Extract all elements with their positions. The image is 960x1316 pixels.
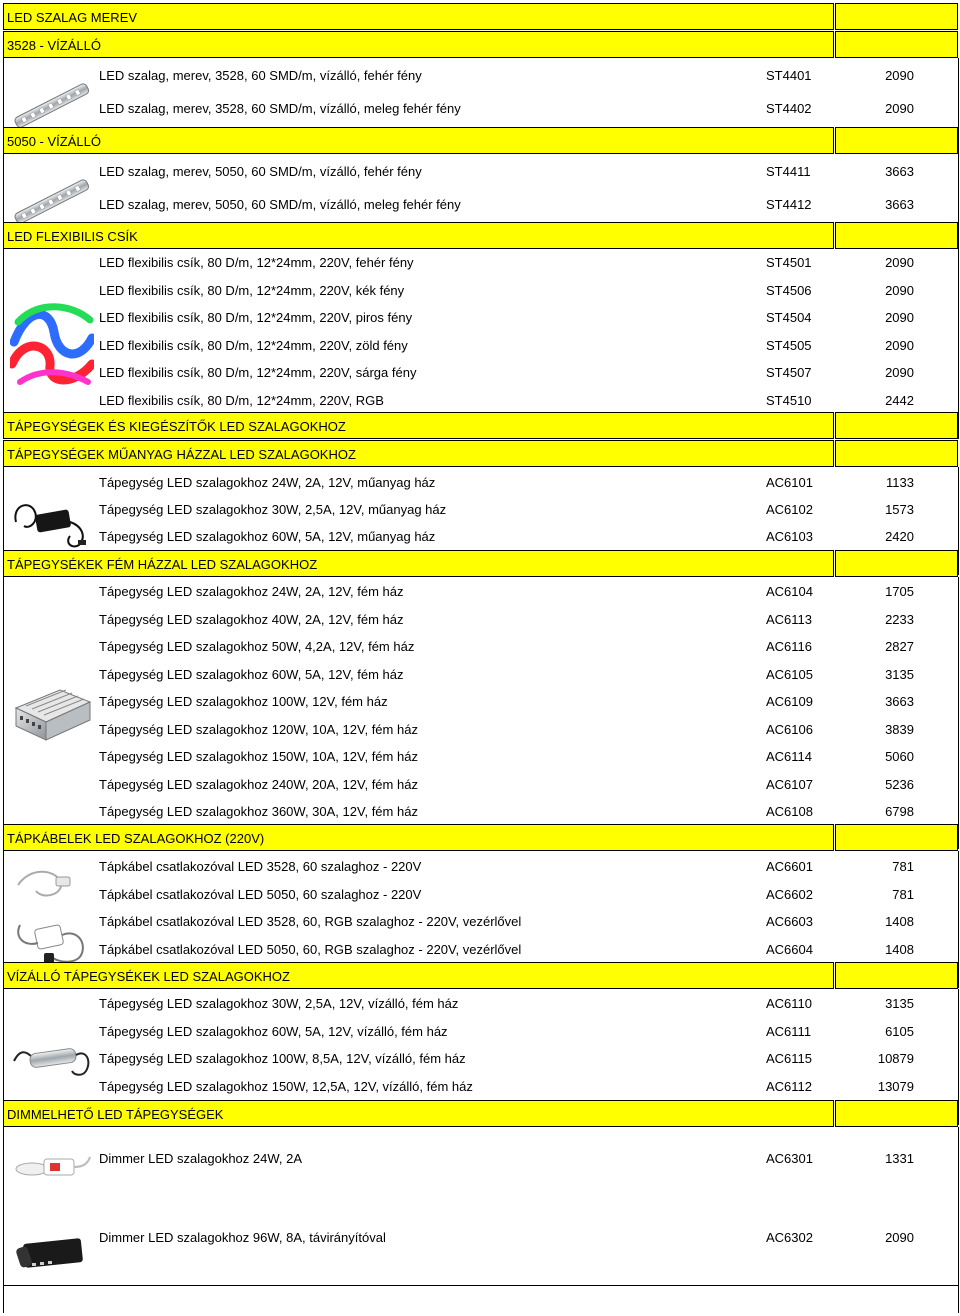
product-code: AC6112 bbox=[766, 1079, 813, 1094]
product-row bbox=[4, 363, 958, 383]
product-price: 781 bbox=[892, 859, 914, 874]
product-row bbox=[4, 99, 958, 119]
section-header-cell bbox=[3, 962, 834, 989]
section-title: LED FLEXIBILIS CSÍK bbox=[7, 229, 138, 244]
product-description: Tápkábel csatlakozóval LED 3528, 60 szalaghoz - 220V bbox=[99, 859, 422, 874]
product-description: Tápegység LED szalagokhoz 240W, 20A, 12V, fém ház bbox=[99, 777, 418, 792]
product-description: LED szalag, merev, 3528, 60 SMD/m, vízálló, meleg fehér fény bbox=[99, 101, 461, 116]
section-header-empty-cell bbox=[835, 550, 958, 577]
product-code: AC6113 bbox=[766, 612, 813, 627]
product-description: Tápegység LED szalagokhoz 150W, 10A, 12V, fém ház bbox=[99, 749, 418, 764]
product-price: 3135 bbox=[885, 996, 914, 1011]
product-price: 10879 bbox=[877, 1051, 914, 1066]
product-code: AC6116 bbox=[766, 639, 813, 654]
product-price: 5060 bbox=[885, 749, 914, 764]
product-description: Tápegység LED szalagokhoz 24W, 2A, 12V, fém ház bbox=[99, 584, 404, 599]
product-row bbox=[4, 1049, 958, 1069]
product-code: ST4401 bbox=[766, 68, 812, 83]
product-description: LED szalag, merev, 3528, 60 SMD/m, vízálló, fehér fény bbox=[99, 68, 422, 83]
product-description: LED flexibilis csík, 80 D/m, 12*24mm, 220V, sárga fény bbox=[99, 365, 417, 380]
product-description: Tápkábel csatlakozóval LED 3528, 60, RGB szalaghoz - 220V, vezérlővel bbox=[99, 914, 522, 929]
product-price: 3839 bbox=[885, 722, 914, 737]
product-price: 2090 bbox=[885, 365, 914, 380]
section-title: TÁPKÁBELEK LED SZALAGOKHOZ (220V) bbox=[7, 831, 265, 846]
product-description: LED flexibilis csík, 80 D/m, 12*24mm, 220V, piros fény bbox=[99, 310, 413, 325]
product-price: 3663 bbox=[885, 164, 914, 179]
product-code: ST4510 bbox=[766, 393, 812, 408]
section-title: TÁPEGYSÉGEK ÉS KIEGÉSZÍTŐK LED SZALAGOKHOZ bbox=[7, 419, 346, 434]
product-price: 2090 bbox=[885, 283, 914, 298]
product-row bbox=[4, 308, 958, 328]
product-row bbox=[4, 775, 958, 795]
section-header-empty-cell bbox=[835, 1100, 958, 1127]
product-code: AC6115 bbox=[766, 1051, 813, 1066]
section-header-empty-cell bbox=[835, 127, 958, 154]
section-header-cell bbox=[3, 3, 834, 30]
product-price: 2442 bbox=[885, 393, 914, 408]
product-description: LED flexibilis csík, 80 D/m, 12*24mm, 220V, fehér fény bbox=[99, 255, 414, 270]
section-header-empty-cell bbox=[835, 412, 958, 439]
product-price: 2233 bbox=[885, 612, 914, 627]
section-title: LED SZALAG MEREV bbox=[7, 10, 138, 25]
section-title: VÍZÁLLÓ TÁPEGYSÉKEK LED SZALAGOKHOZ bbox=[7, 969, 290, 984]
product-description: LED flexibilis csík, 80 D/m, 12*24mm, 220V, RGB bbox=[99, 393, 384, 408]
product-description: Tápegység LED szalagokhoz 100W, 8,5A, 12V, vízálló, fém ház bbox=[99, 1051, 466, 1066]
product-row bbox=[4, 610, 958, 630]
product-code: AC6107 bbox=[766, 777, 813, 792]
product-description: Tápegység LED szalagokhoz 60W, 5A, 12V, műanyag ház bbox=[99, 529, 436, 544]
product-price: 1408 bbox=[885, 914, 914, 929]
product-price: 3663 bbox=[885, 197, 914, 212]
product-row bbox=[4, 336, 958, 356]
product-row bbox=[4, 665, 958, 685]
section-header-empty-cell bbox=[835, 31, 958, 58]
product-code: AC6601 bbox=[766, 859, 813, 874]
product-code: AC6103 bbox=[766, 529, 813, 544]
product-row bbox=[4, 162, 958, 182]
product-code: AC6301 bbox=[766, 1151, 813, 1166]
section-title: DIMMELHETŐ LED TÁPEGYSÉGEK bbox=[7, 1107, 224, 1122]
product-price: 1705 bbox=[885, 584, 914, 599]
product-description: LED flexibilis csík, 80 D/m, 12*24mm, 220V, kék fény bbox=[99, 283, 405, 298]
section-header-empty-cell bbox=[835, 3, 958, 30]
product-row bbox=[4, 1149, 958, 1169]
product-row bbox=[4, 885, 958, 905]
product-group bbox=[3, 577, 959, 849]
section-header-cell bbox=[3, 31, 834, 58]
product-code: AC6101 bbox=[766, 475, 813, 490]
product-row bbox=[4, 802, 958, 822]
product-row bbox=[4, 637, 958, 657]
product-row bbox=[4, 940, 958, 960]
product-price: 6798 bbox=[885, 804, 914, 819]
section-header-cell bbox=[3, 550, 834, 577]
product-description: Tápegység LED szalagokhoz 120W, 10A, 12V, fém ház bbox=[99, 722, 418, 737]
product-description: Tápegység LED szalagokhoz 30W, 2,5A, 12V, műanyag ház bbox=[99, 502, 447, 517]
product-code: AC6104 bbox=[766, 584, 813, 599]
product-price: 5236 bbox=[885, 777, 914, 792]
product-row bbox=[4, 500, 958, 520]
table-bottom-border bbox=[3, 1285, 959, 1286]
product-code: ST4504 bbox=[766, 310, 812, 325]
product-description: Tápkábel csatlakozóval LED 5050, 60 szalaghoz - 220V bbox=[99, 887, 422, 902]
product-price: 2420 bbox=[885, 529, 914, 544]
product-code: ST4507 bbox=[766, 365, 812, 380]
section-header-cell bbox=[3, 440, 834, 467]
product-code: ST4411 bbox=[766, 164, 811, 179]
product-code: AC6114 bbox=[766, 749, 813, 764]
section-title: 3528 - VÍZÁLLÓ bbox=[7, 38, 101, 53]
product-code: ST4505 bbox=[766, 338, 812, 353]
product-description: Tápegység LED szalagokhoz 100W, 12V, fém ház bbox=[99, 694, 388, 709]
product-row bbox=[4, 1077, 958, 1097]
product-row bbox=[4, 473, 958, 493]
product-price: 2090 bbox=[885, 101, 914, 116]
product-description: Tápegység LED szalagokhoz 150W, 12,5A, 12V, vízálló, fém ház bbox=[99, 1079, 473, 1094]
product-row bbox=[4, 281, 958, 301]
product-price: 1331 bbox=[885, 1151, 914, 1166]
product-description: Tápegység LED szalagokhoz 60W, 5A, 12V, fém ház bbox=[99, 667, 404, 682]
product-code: ST4506 bbox=[766, 283, 812, 298]
product-description: Tápegység LED szalagokhoz 30W, 2,5A, 12V, vízálló, fém ház bbox=[99, 996, 459, 1011]
product-code: AC6102 bbox=[766, 502, 813, 517]
section-header-cell bbox=[3, 1100, 834, 1127]
product-description: Dimmer LED szalagokhoz 24W, 2A bbox=[99, 1151, 303, 1166]
product-row bbox=[4, 253, 958, 273]
product-price: 2090 bbox=[885, 255, 914, 270]
metal-psu-image bbox=[10, 678, 94, 753]
product-description: LED szalag, merev, 5050, 60 SMD/m, vízálló, meleg fehér fény bbox=[99, 197, 461, 212]
product-group bbox=[3, 249, 959, 439]
product-code: AC6106 bbox=[766, 722, 813, 737]
product-code: AC6111 bbox=[766, 1024, 812, 1039]
section-header-cell bbox=[3, 824, 834, 851]
product-price: 1573 bbox=[885, 502, 914, 517]
section-header-empty-cell bbox=[835, 222, 958, 249]
product-code: ST4412 bbox=[766, 197, 812, 212]
product-row bbox=[4, 692, 958, 712]
product-price: 1408 bbox=[885, 942, 914, 957]
section-header-empty-cell bbox=[835, 962, 958, 989]
product-code: AC6604 bbox=[766, 942, 813, 957]
product-price: 781 bbox=[892, 887, 914, 902]
product-row bbox=[4, 1022, 958, 1042]
section-title: 5050 - VÍZÁLLÓ bbox=[7, 134, 101, 149]
product-description: LED flexibilis csík, 80 D/m, 12*24mm, 220V, zöld fény bbox=[99, 338, 408, 353]
product-row bbox=[4, 912, 958, 932]
section-header-empty-cell bbox=[835, 440, 958, 467]
product-price: 6105 bbox=[885, 1024, 914, 1039]
product-description: LED szalag, merev, 5050, 60 SMD/m, vízálló, fehér fény bbox=[99, 164, 422, 179]
product-row bbox=[4, 582, 958, 602]
product-description: Dimmer LED szalagokhoz 96W, 8A, távirányítóval bbox=[99, 1230, 386, 1245]
product-description: Tápkábel csatlakozóval LED 5050, 60, RGB szalaghoz - 220V, vezérlővel bbox=[99, 942, 522, 957]
product-code: AC6603 bbox=[766, 914, 813, 929]
product-price: 2090 bbox=[885, 68, 914, 83]
section-header-cell bbox=[3, 222, 834, 249]
product-price: 2090 bbox=[885, 310, 914, 325]
product-row bbox=[4, 747, 958, 767]
product-price: 13079 bbox=[877, 1079, 914, 1094]
section-header-cell bbox=[3, 127, 834, 154]
product-code: AC6105 bbox=[766, 667, 813, 682]
product-code: AC6110 bbox=[766, 996, 813, 1011]
section-title: TÁPEGYSÉGEK MŰANYAG HÁZZAL LED SZALAGOKHOZ bbox=[7, 447, 356, 462]
product-description: Tápegység LED szalagokhoz 60W, 5A, 12V, vízálló, fém ház bbox=[99, 1024, 448, 1039]
product-price: 2090 bbox=[885, 1230, 914, 1245]
product-row bbox=[4, 527, 958, 547]
product-description: Tápegység LED szalagokhoz 360W, 30A, 12V, fém ház bbox=[99, 804, 418, 819]
section-header-cell bbox=[3, 412, 834, 439]
product-code: ST4402 bbox=[766, 101, 812, 116]
product-price: 2827 bbox=[885, 639, 914, 654]
product-row bbox=[4, 994, 958, 1014]
section-header-empty-cell bbox=[835, 824, 958, 851]
product-row bbox=[4, 857, 958, 877]
product-code: AC6109 bbox=[766, 694, 813, 709]
product-description: Tápegység LED szalagokhoz 40W, 2A, 12V, fém ház bbox=[99, 612, 404, 627]
product-row bbox=[4, 391, 958, 411]
product-price: 2090 bbox=[885, 338, 914, 353]
product-row bbox=[4, 1228, 958, 1248]
product-description: Tápegység LED szalagokhoz 50W, 4,2A, 12V, fém ház bbox=[99, 639, 415, 654]
product-code: AC6108 bbox=[766, 804, 813, 819]
product-price: 1133 bbox=[886, 475, 914, 490]
product-price: 3663 bbox=[885, 694, 914, 709]
product-code: AC6302 bbox=[766, 1230, 813, 1245]
product-code: AC6602 bbox=[766, 887, 813, 902]
product-row bbox=[4, 195, 958, 215]
section-title: TÁPEGYSÉKEK FÉM HÁZZAL LED SZALAGOKHOZ bbox=[7, 557, 318, 572]
product-description: Tápegység LED szalagokhoz 24W, 2A, 12V, műanyag ház bbox=[99, 475, 436, 490]
product-price: 3135 bbox=[885, 667, 914, 682]
product-row bbox=[4, 720, 958, 740]
product-code: ST4501 bbox=[766, 255, 812, 270]
product-row bbox=[4, 66, 958, 86]
